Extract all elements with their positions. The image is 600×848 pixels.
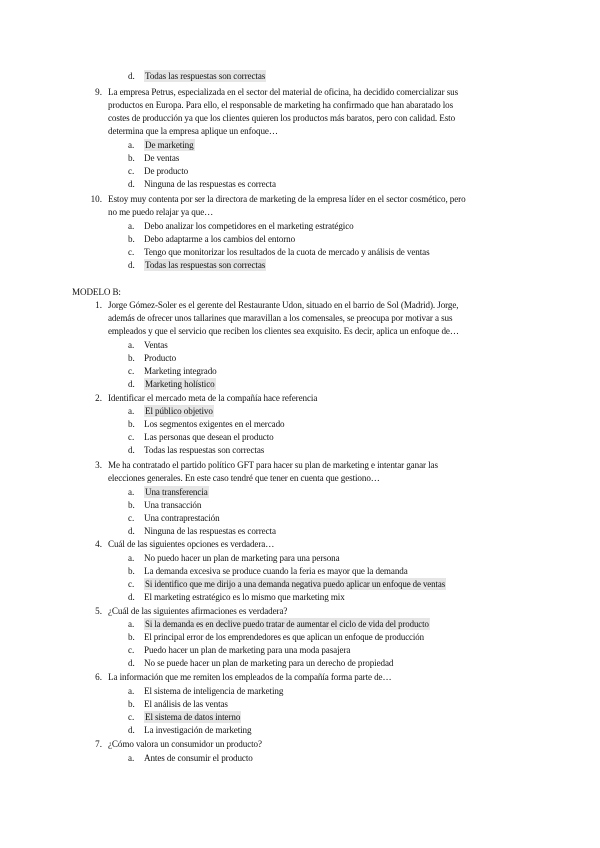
option-text: El análisis de las ventas [144,699,228,709]
question-number: 5. [95,606,102,616]
option-text: Antes de consumir el producto [144,753,253,763]
question-text: ¿Cuál de las siguientes afirmaciones es verdadera? [108,606,288,616]
option-letter: c. [128,366,135,376]
option-letter: d. [128,526,135,536]
option-letter: a. [128,140,135,150]
option-text: El público objetivo [145,406,213,416]
question-number: 3. [95,460,102,470]
option-letter: a. [128,753,135,763]
option-text: Si identifico que me dirijo a una demanda negativa puedo aplicar un enfoque de ventas [145,579,446,589]
option-text: Marketing holístico [145,379,215,389]
option-letter: c. [128,513,135,523]
question-text: Jorge Gómez-Soler es el gerente del Restaurante Udon, situado en el barrio de Sol (Madrid). Jorge, [108,300,459,310]
option-letter: d. [128,592,135,602]
option-text: Marketing integrado [144,366,217,376]
option-text: Debo analizar los competidores en el marketing estratégico [144,221,354,231]
question-text: Cuál de las siguientes opciones es verdadera… [108,539,275,549]
question-number: 1. [95,300,102,310]
option-text: El marketing estratégico es lo mismo que marketing mix [144,592,345,602]
option-text: La investigación de marketing [144,725,252,735]
option-letter: d. [128,179,135,189]
option-letter: a. [128,340,135,350]
option-letter: c. [128,432,135,442]
question-text: empleados y que el servicio que reciben los clientes sea exquisito. Es decir, aplica un enfoque de… [108,326,459,336]
option-letter: a. [128,619,135,629]
option-letter: c. [128,247,135,257]
option-letter: a. [128,406,135,416]
option-letter: d. [128,658,135,668]
option-letter: a. [128,553,135,563]
option-letter: b. [128,153,135,163]
option-text: La demanda excesiva se produce cuando la feria es mayor que la demanda [144,566,408,576]
question-text: Me ha contratado el partido político GFT para hacer su plan de marketing e intentar ganar las [108,460,438,470]
option-letter: c. [128,579,135,589]
option-letter: a. [128,686,135,696]
option-letter: b. [128,699,135,709]
option-text: De ventas [144,153,180,163]
question-text: elecciones generales. En este caso tendré que tener en cuenta que gestiono… [108,473,380,483]
question-number: 9. [95,87,102,97]
option-letter: b. [128,500,135,510]
question-number: 4. [95,539,102,549]
question-text: La información que me remiten los empleados de la compañía forma parte de… [108,672,392,682]
option-text: No se puede hacer un plan de marketing para un derecho de propiedad [144,658,394,668]
option-text: Las personas que desean el producto [144,432,274,442]
option-letter: b. [128,234,135,244]
option-text: Todas las respuestas son correctas [144,445,265,455]
option-letter: b. [128,632,135,642]
question-number: 2. [95,393,102,403]
option-text: De producto [144,166,189,176]
option-text: Ninguna de las respuestas es correcta [144,179,276,189]
option-letter: d. [128,71,135,81]
question-text: no me puedo relajar ya que… [108,207,214,217]
option-text: Una contraprestación [144,513,220,523]
option-letter: c. [128,712,135,722]
option-letter: d. [128,379,135,389]
option-text: El principal error de los emprendedores es que aplican un enfoque de producción [144,632,424,642]
question-number: 7. [95,739,102,749]
option-text: Debo adaptarme a los cambios del entorno [144,234,296,244]
option-text: De marketing [145,140,194,150]
option-text: Si la demanda es en declive puedo tratar de aumentar el ciclo de vida del producto [145,619,429,629]
option-text: Todas las respuestas son correctas [145,260,266,270]
section-heading: MODELO B: [72,287,121,297]
option-text: Una transacción [144,500,202,510]
option-letter: d. [128,445,135,455]
option-text: Puedo hacer un plan de marketing para una moda pasajera [144,645,351,655]
option-letter: b. [128,419,135,429]
question-number: 6. [95,672,102,682]
question-text: determina que la empresa aplique un enfoque… [108,126,278,136]
option-text: Producto [144,353,177,363]
option-letter: c. [128,645,135,655]
option-letter: c. [128,166,135,176]
option-text: Los segmentos exigentes en el mercado [144,419,285,429]
option-text: Ventas [144,340,168,350]
question-text: productos en Europa. Para ello, el responsable de marketing ha confirmado que han abaratado los [108,100,454,110]
option-letter: d. [128,260,135,270]
option-text: Una transferencia [145,487,208,497]
option-text: Tengo que monitorizar los resultados de la cuota de mercado y análisis de ventas [144,247,430,257]
option-text: Ninguna de las respuestas es correcta [144,526,276,536]
question-text: Estoy muy contenta por ser la directora de marketing de la empresa líder en el sector cosmético, pero [108,194,466,204]
question-text: además de ofrecer unos tallarines que maravillan a los comensales, se preocupa por motivar a sus [108,313,453,323]
question-text: La empresa Petrus, especializada en el sector del material de oficina, ha decidido comercializar sus [108,87,459,97]
question-text: costes de producción ya que los clientes quieren los productos más baratos, pero con calidad. Esto [108,113,456,123]
option-letter: b. [128,566,135,576]
question-text: ¿Cómo valora un consumidor un producto? [108,739,262,749]
option-text: El sistema de datos interno [145,712,241,722]
option-text: El sistema de inteligencia de marketing [144,686,284,696]
question-number: 10. [90,194,102,204]
option-letter: b. [128,353,135,363]
option-text: Todas las respuestas son correctas [145,71,266,81]
question-text: Identificar el mercado meta de la compañía hace referencia [108,393,318,403]
option-letter: d. [128,725,135,735]
option-text: No puedo hacer un plan de marketing para una persona [144,553,340,563]
option-letter: a. [128,487,135,497]
option-letter: a. [128,221,135,231]
